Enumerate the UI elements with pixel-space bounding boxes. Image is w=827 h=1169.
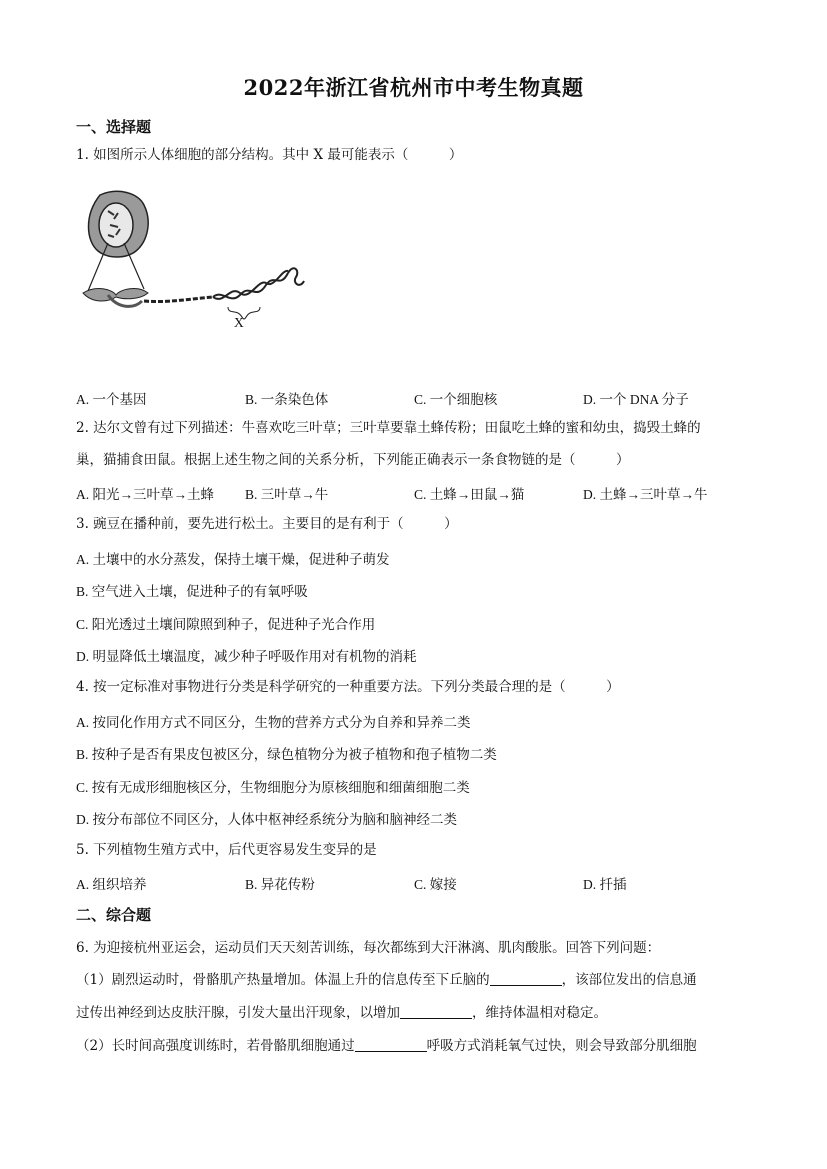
q6-part1-line1	[76, 970, 697, 990]
q3-option-c: C. 阳光透过土壤间隙照到种子，促进种子光合作用	[76, 617, 376, 632]
question-2-stem-line1: 2. 达尔文曾有过下列描述：牛喜欢吃三叶草；三叶草要靠土蜂传粉；田鼠吃土蜂的蜜和幼虫，捣毁土蜂的	[76, 420, 701, 436]
q2-option-c: C. 土蜂→田鼠→猫	[414, 487, 525, 502]
q1-option-b: B. 一条染色体	[245, 392, 329, 407]
q5-option-a: A. 组织培养	[76, 877, 147, 892]
q5-option-c: C. 嫁接	[414, 877, 457, 892]
q4-option-d: D. 按分布部位不同区分，人体中枢神经系统分为脑和脑神经二类	[76, 812, 457, 827]
q3-option-b: B. 空气进入土壤，促进种子的有氧呼吸	[76, 584, 308, 599]
q1-option-d: D. 一个 DNA 分子	[583, 392, 689, 407]
q6-part2-text-a: （2）长时间高强度训练时，若骨骼肌细胞通过	[76, 1038, 355, 1054]
q5-option-b: B. 异花传粉	[245, 877, 315, 892]
question-2-stem-line2: 巢，猫捕食田鼠。根据上述生物之间的关系分析，下列能正确表示一条食物链的是（ ）	[76, 452, 630, 468]
question-6-stem: 6. 为迎接杭州亚运会，运动员们天天刻苦训练，每次都练到大汗淋漓、肌肉酸胀。回答下列问题：	[76, 940, 661, 956]
section-heading-comprehensive: 二、综合题	[76, 906, 152, 924]
question-5-stem: 5. 下列植物生殖方式中，后代更容易发生变异的是	[76, 842, 377, 858]
question-1-stem: 1. 如图所示人体细胞的部分结构。其中 X 最可能表示（ ）	[76, 147, 463, 163]
q6-part1-text-a: （1）剧烈运动时，骨骼肌产热量增加。体温上升的信息传至下丘脑的	[76, 972, 490, 988]
q6-part1-text-d: ，维持体温相对稳定。	[472, 1005, 607, 1021]
question-3-stem: 3. 豌豆在播种前，要先进行松土。主要目的是有利于（ ）	[76, 516, 458, 532]
question-4-stem: 4. 按一定标准对事物进行分类是科学研究的一种重要方法。下列分类最合理的是（ ）	[76, 679, 620, 695]
q6-part1-line2	[76, 1003, 607, 1023]
section-heading-choice: 一、选择题	[76, 118, 152, 136]
q2-option-b: B. 三叶草→牛	[245, 487, 329, 502]
q1-option-a: A. 一个基因	[76, 392, 147, 407]
answer-blank-3	[355, 1037, 427, 1052]
figure-label-x: X	[234, 315, 244, 330]
answer-blank-2	[400, 1004, 472, 1019]
page-title: 2022年浙江省杭州市中考生物真题	[243, 75, 584, 100]
answer-blank-1	[490, 971, 562, 986]
q6-part2-text-b: 呼吸方式消耗氧气过快，则会导致部分肌细胞	[426, 1038, 697, 1054]
q3-option-a: A. 土壤中的水分蒸发，保持土壤干燥，促进种子萌发	[76, 552, 390, 567]
cell-dna-illustration	[78, 185, 308, 335]
q6-part2-line1	[76, 1036, 697, 1056]
q6-part1-text-c: 过传出神经到达皮肤汗腺，引发大量出汗现象，以增加	[76, 1005, 400, 1021]
cell-chromosome-figure	[78, 185, 308, 335]
q4-option-a: A. 按同化作用方式不同区分，生物的营养方式分为自养和异养二类	[76, 715, 471, 730]
q1-option-c: C. 一个细胞核	[414, 392, 498, 407]
q3-option-d: D. 明显降低土壤温度，减少种子呼吸作用对有机物的消耗	[76, 649, 417, 664]
q2-option-d: D. 土蜂→三叶草→牛	[583, 487, 708, 502]
q5-option-d: D. 扦插	[583, 877, 627, 892]
q6-part1-text-b: ，该部位发出的信息通	[561, 972, 697, 988]
q4-option-c: C. 按有无成形细胞核区分，生物细胞分为原核细胞和细菌细胞二类	[76, 780, 470, 795]
q2-option-a: A. 阳光→三叶草→土蜂	[76, 487, 214, 502]
q4-option-b: B. 按种子是否有果皮包被区分，绿色植物分为被子植物和孢子植物二类	[76, 747, 497, 762]
